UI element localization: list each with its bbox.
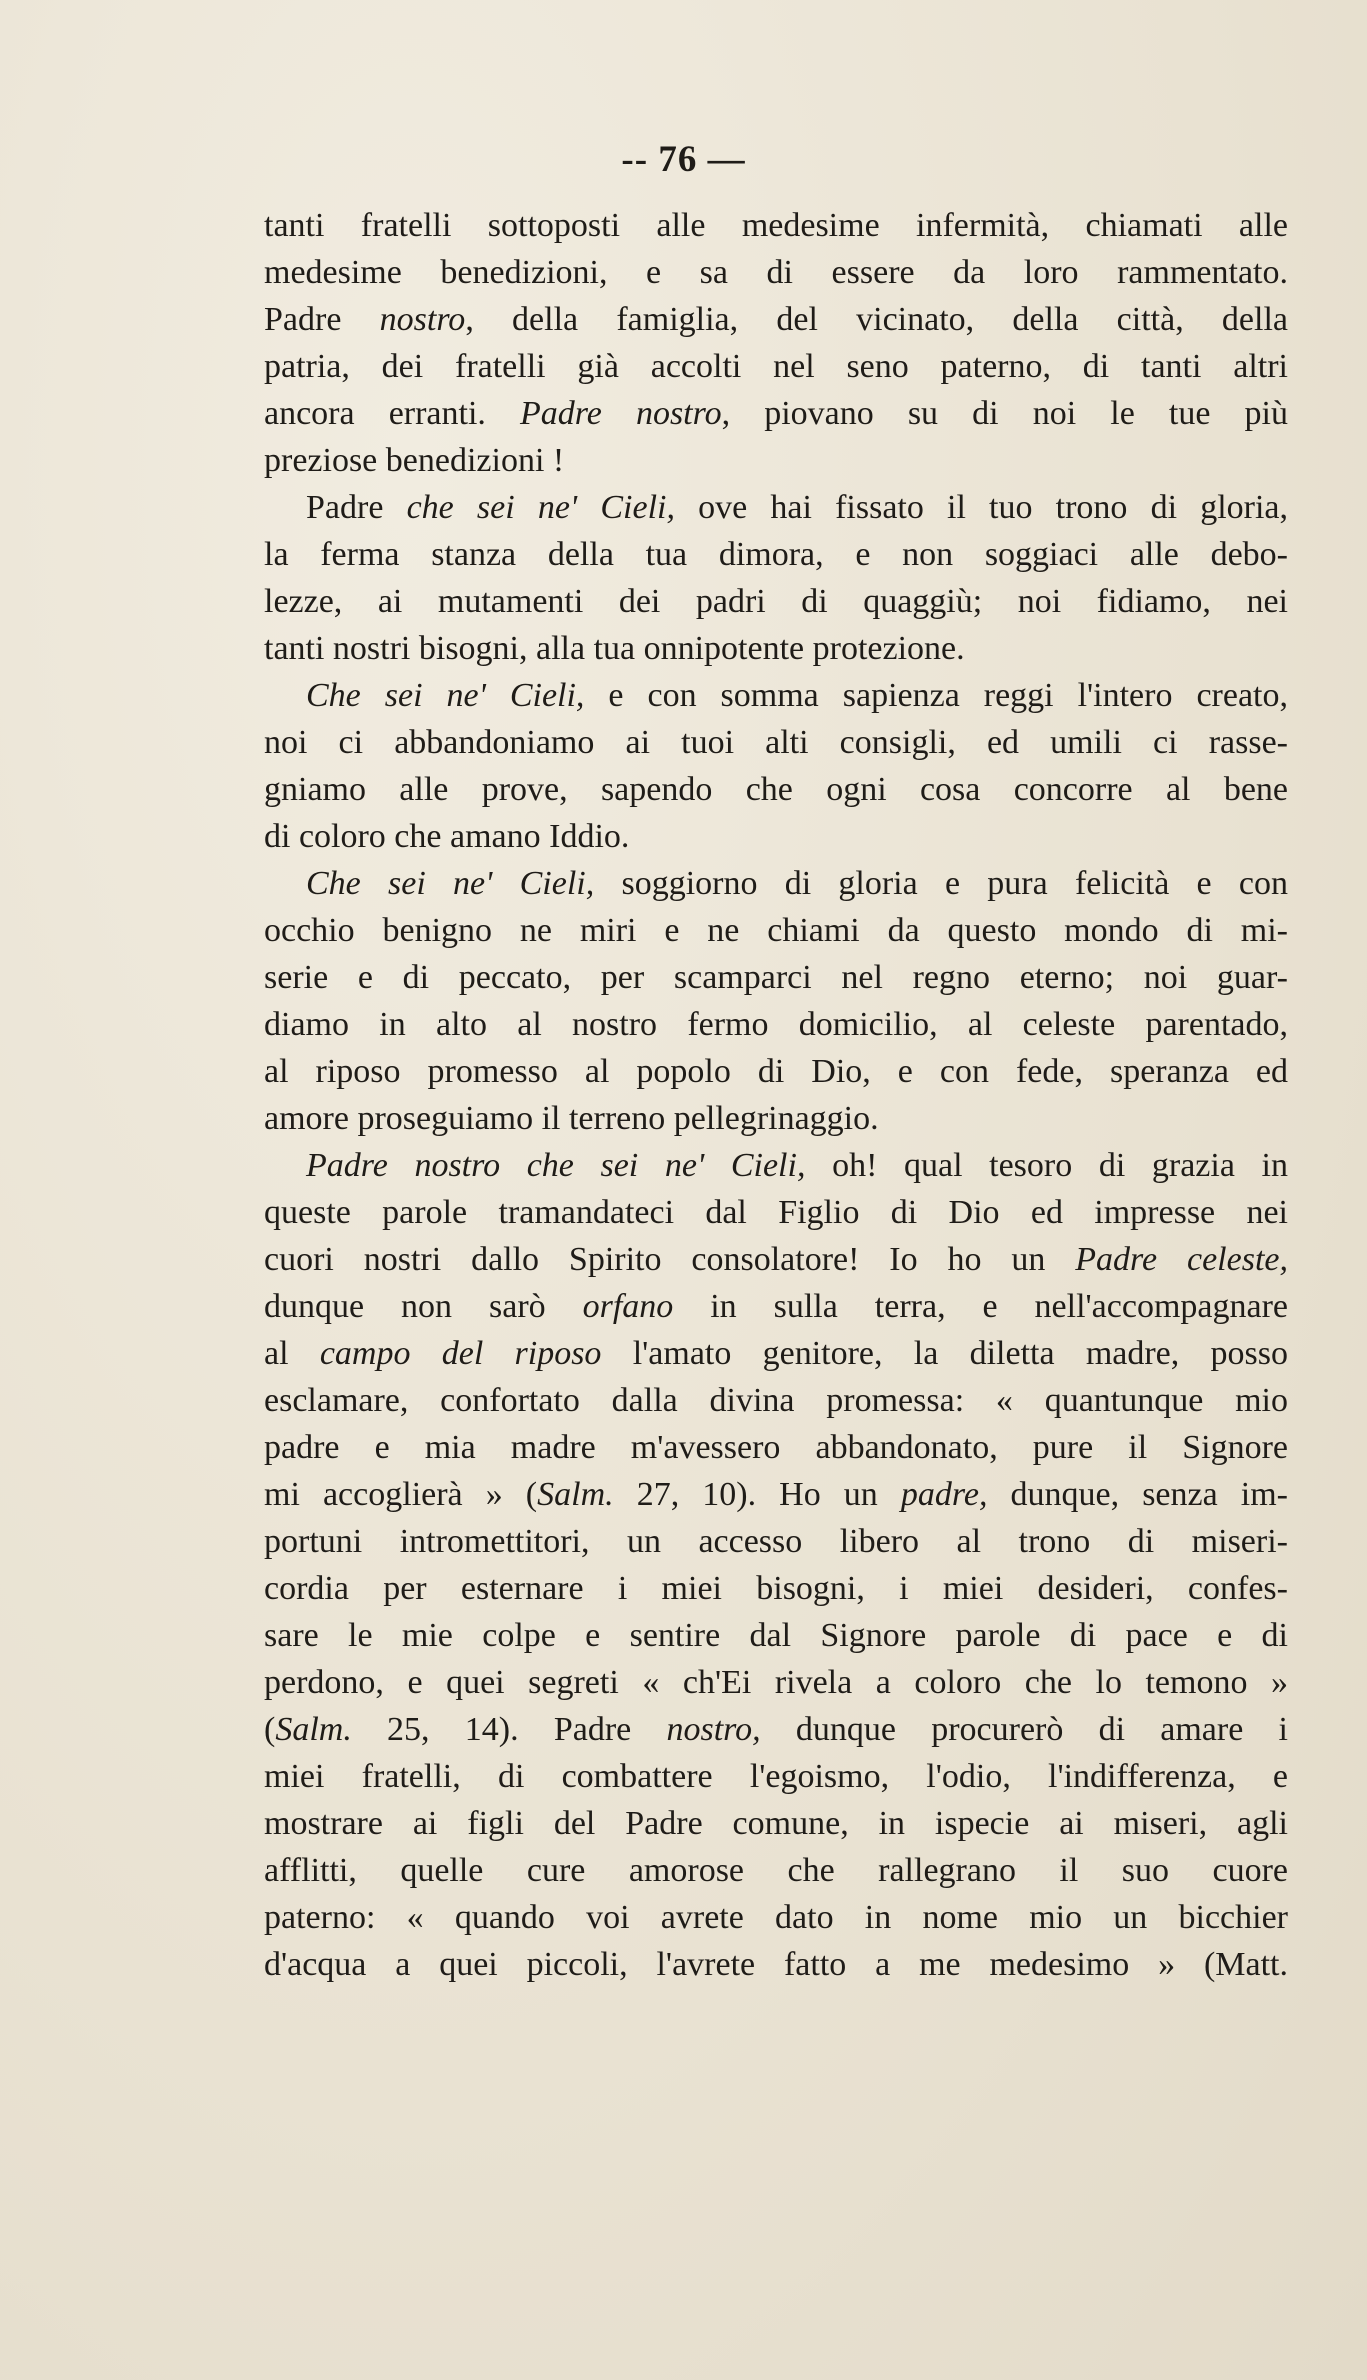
- text-span: l'amato genitore, la diletta madre, posso: [601, 1335, 1288, 1372]
- text-line: [264, 578, 1288, 625]
- text-line: [264, 296, 1288, 343]
- text-line: [264, 625, 1288, 672]
- italic-span: nostro,: [666, 1711, 761, 1748]
- text-line: [264, 531, 1288, 578]
- text-line: [264, 249, 1288, 296]
- text-span: padre e mia madre m'avessero abbandonato, pure il Signore: [264, 1429, 1288, 1466]
- text-span: la ferma stanza della tua dimora, e non soggiaci alle debo-: [264, 536, 1288, 573]
- text-span: miei fratelli, di combattere l'egoismo, l'odio, l'indifferenza, e: [264, 1758, 1288, 1795]
- text-line: [264, 766, 1288, 813]
- text-span: soggiorno di gloria e pura felicità e con: [594, 865, 1288, 902]
- text-line: [264, 1894, 1288, 1941]
- text-line: [264, 1847, 1288, 1894]
- page-number: -- 76 —: [621, 139, 746, 180]
- italic-span: che sei ne' Cieli,: [406, 489, 675, 526]
- text-line: [264, 954, 1288, 1001]
- text-span: Padre: [264, 301, 380, 338]
- text-span: afflitti, quelle cure amorose che rallegrano il suo cuore: [264, 1852, 1288, 1889]
- text-line: [264, 860, 1288, 907]
- text-line: [264, 1095, 1288, 1142]
- text-span: e con somma sapienza reggi l'intero creato,: [584, 677, 1288, 714]
- text-span: al: [264, 1335, 320, 1372]
- text-span: preziose benedizioni !: [264, 442, 565, 479]
- text-span: 27, 10). Ho un: [613, 1476, 901, 1513]
- text-span: lezze, ai mutamenti dei padri di quaggiù; noi fidiamo, nei: [264, 583, 1288, 620]
- text-line: [264, 1471, 1288, 1518]
- text-span: al riposo promesso al popolo di Dio, e con fede, speranza ed: [264, 1053, 1288, 1090]
- text-span: dunque non sarò: [264, 1288, 583, 1325]
- text-span: sare le mie colpe e sentire dal Signore parole di pace e di: [264, 1617, 1288, 1654]
- text-span: (: [264, 1711, 276, 1748]
- text-line: [264, 390, 1288, 437]
- italic-span: Padre nostro: [520, 395, 722, 432]
- text-span: cordia per esternare i miei bisogni, i miei desideri, confes-: [264, 1570, 1288, 1607]
- text-span: esclamare, confortato dalla divina promessa: « quantunque mio: [264, 1382, 1288, 1419]
- italic-span: Che sei ne' Cieli,: [306, 865, 595, 902]
- text-line: [264, 1941, 1288, 1988]
- text-line: [264, 1189, 1288, 1236]
- text-span: serie e di peccato, per scamparci nel regno eterno; noi guar-: [264, 959, 1288, 996]
- text-line: [264, 1612, 1288, 1659]
- text-span: perdono, e quei segreti « ch'Ei rivela a coloro che lo temono »: [264, 1664, 1288, 1701]
- text-line: [264, 1236, 1288, 1283]
- italic-span: Padre nostro che sei ne' Cieli,: [306, 1147, 806, 1184]
- text-line: [264, 1518, 1288, 1565]
- italic-span: campo del riposo: [319, 1335, 602, 1372]
- text-span: , della famiglia, del vicinato, della città, della: [465, 301, 1289, 338]
- text-span: queste parole tramandateci dal Figlio di Dio ed impresse nei: [264, 1194, 1288, 1231]
- text-line: [264, 1001, 1288, 1048]
- text-span: dunque, senza im-: [987, 1476, 1288, 1513]
- italic-span: nostro: [379, 301, 466, 338]
- text-span: oh! qual tesoro di grazia in: [805, 1147, 1288, 1184]
- text-line: [264, 1377, 1288, 1424]
- text-line: [264, 202, 1288, 249]
- italic-span: padre,: [900, 1476, 988, 1513]
- text-span: di coloro che amano Iddio.: [264, 818, 630, 855]
- text-line: [264, 1142, 1288, 1189]
- text-line: [264, 1330, 1288, 1377]
- text-span: 25, 14). Padre: [351, 1711, 667, 1748]
- text-line: [264, 484, 1288, 531]
- italic-span: orfano: [582, 1288, 674, 1325]
- text-line: [264, 1659, 1288, 1706]
- body-text: [264, 202, 1288, 1988]
- text-span: mi accoglierà » (: [264, 1476, 538, 1513]
- text-span: tanti fratelli sottoposti alle medesime infermità, chiamati alle: [264, 207, 1288, 244]
- italic-span: Salm.: [537, 1476, 614, 1513]
- text-span: noi ci abbandoniamo ai tuoi alti consigli, ed umili ci rasse-: [264, 724, 1288, 761]
- text-line: [264, 907, 1288, 954]
- text-span: mostrare ai figli del Padre comune, in ispecie ai miseri, agli: [264, 1805, 1288, 1842]
- text-span: diamo in alto al nostro fermo domicilio, al celeste parentado,: [264, 1006, 1288, 1043]
- text-span: ove hai fissato il tuo trono di gloria,: [674, 489, 1289, 526]
- text-line: [264, 1706, 1288, 1753]
- text-line: [264, 1565, 1288, 1612]
- italic-span: Salm.: [275, 1711, 352, 1748]
- text-span: medesime benedizioni, e sa di essere da loro rammentato.: [264, 254, 1288, 291]
- text-line: [264, 343, 1288, 390]
- italic-span: Che sei ne' Cieli,: [306, 677, 585, 714]
- text-span: d'acqua a quei piccoli, l'avrete fatto a me medesimo » (Matt.: [264, 1946, 1288, 1983]
- text-line: [264, 1424, 1288, 1471]
- text-span: tanti nostri bisogni, alla tua onnipotente protezione.: [264, 630, 965, 667]
- text-span: gniamo alle prove, sapendo che ogni cosa concorre al bene: [264, 771, 1288, 808]
- text-span: in sulla terra, e nell'accompagnare: [673, 1288, 1288, 1325]
- text-line: [264, 672, 1288, 719]
- text-line: [264, 719, 1288, 766]
- text-span: Padre: [306, 489, 407, 526]
- text-line: [264, 1283, 1288, 1330]
- text-span: occhio benigno ne miri e ne chiami da questo mondo di mi-: [264, 912, 1288, 949]
- text-span: paterno: « quando voi avrete dato in nome mio un bicchier: [264, 1899, 1288, 1936]
- text-line: [264, 1800, 1288, 1847]
- text-span: cuori nostri dallo Spirito consolatore! Io ho un: [264, 1241, 1076, 1278]
- text-line: [264, 1753, 1288, 1800]
- text-span: amore proseguiamo il terreno pellegrinaggio.: [264, 1100, 879, 1137]
- text-line: [264, 1048, 1288, 1095]
- text-line: [264, 437, 1288, 484]
- italic-span: Padre celeste,: [1075, 1241, 1288, 1278]
- text-span: patria, dei fratelli già accolti nel seno paterno, di tanti altri: [264, 348, 1288, 385]
- text-span: dunque procurerò di amare i: [760, 1711, 1288, 1748]
- text-line: [264, 813, 1288, 860]
- text-span: portuni intromettitori, un accesso libero al trono di miseri-: [264, 1523, 1288, 1560]
- text-span: , piovano su di noi le tue più: [721, 395, 1288, 432]
- text-span: ancora erranti.: [264, 395, 521, 432]
